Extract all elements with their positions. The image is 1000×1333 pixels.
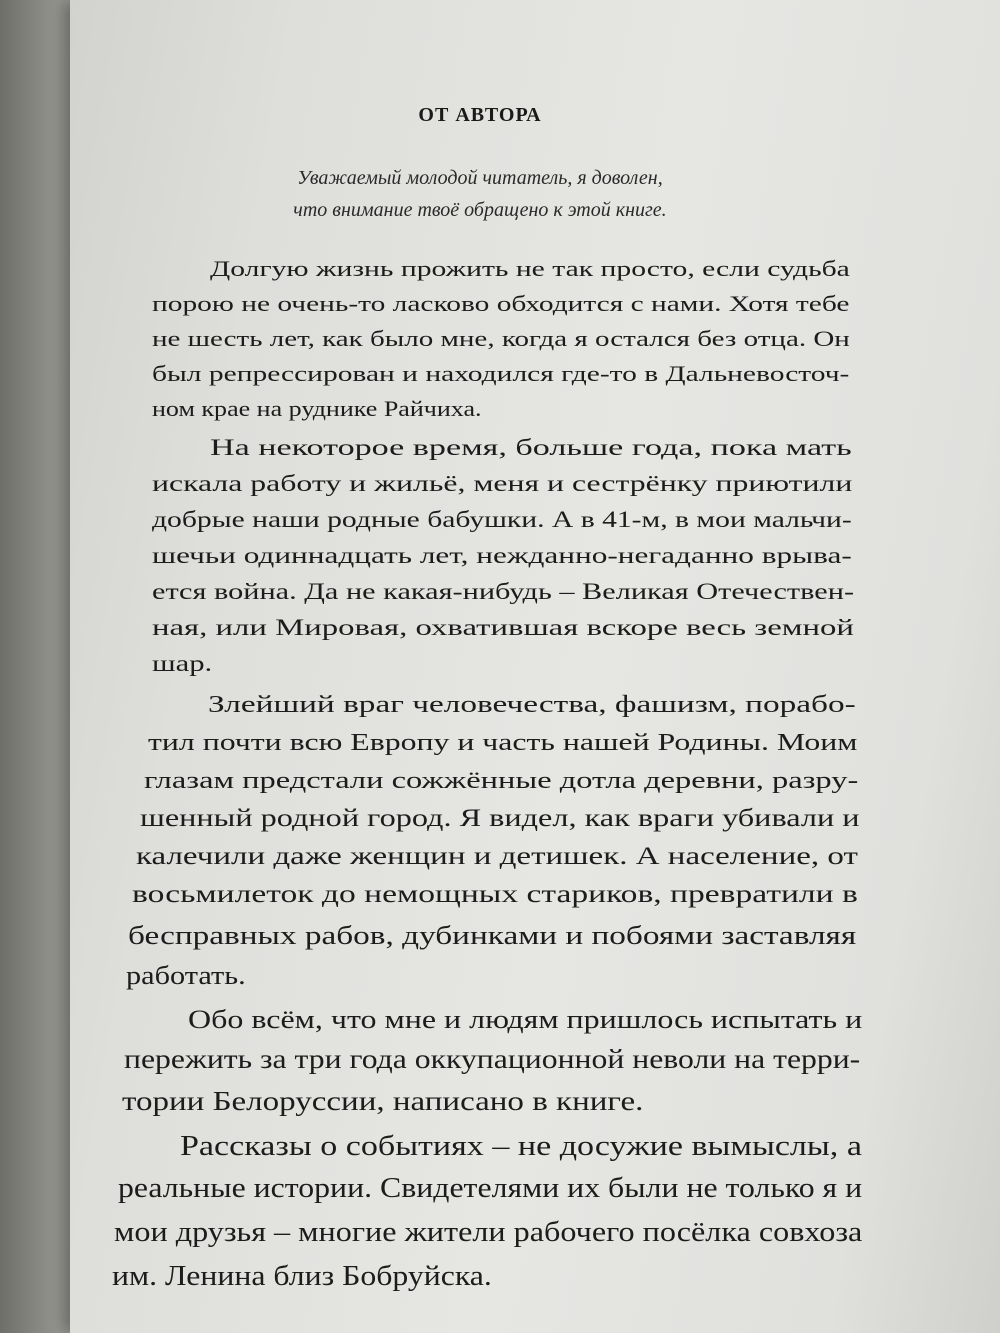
chapter-heading: ОТ АВТОРА bbox=[418, 104, 542, 126]
body-line: Обо всём, что мне и людям пришлось испытать и bbox=[188, 1004, 863, 1034]
body-line: ется война. Да не какая-нибудь – Великая Отечествен- bbox=[152, 578, 855, 604]
body-line: бесправных рабов, дубинками и побоями заставляя bbox=[128, 920, 857, 950]
body-line: Рассказы о событиях – не досужие вымыслы, а bbox=[180, 1131, 862, 1162]
body-line: мои друзья – многие жители рабочего посёлка совхоза bbox=[114, 1217, 863, 1248]
body-line: восьмилеток до немощных стариков, превратили в bbox=[132, 881, 858, 909]
body-line: шенный родной город. Я видел, как враги убивали и bbox=[140, 805, 860, 833]
body-line: был репрессирован и находился где-то в Дальневосточ- bbox=[152, 360, 850, 386]
body-line: искала работу и жильё, меня и сестрёнку приютили bbox=[152, 470, 853, 496]
body-line: ном крае на руднике Райчиха. bbox=[152, 395, 482, 421]
body-line: порою не очень-то ласково обходится с нами. Хотя тебе bbox=[152, 290, 850, 316]
body-line: пережить за три года оккупационной неволи на терри- bbox=[124, 1043, 861, 1074]
epigraph bbox=[200, 162, 760, 226]
body-line: им. Ленина близ Бобруйска. bbox=[112, 1261, 492, 1292]
body-line: тил почти всю Европу и часть нашей Родины. Моим bbox=[148, 730, 858, 756]
body-line: глазам предстали сожжённые дотла деревни, разру- bbox=[144, 768, 859, 794]
epigraph-line: Уважаемый молодой читатель, я доволен, bbox=[297, 167, 663, 189]
body-line: ная, или Мировая, охватившая вскоре весь земной bbox=[152, 614, 854, 640]
body-line: работать. bbox=[126, 960, 246, 990]
body-line: калечили даже женщин и детишек. А население, от bbox=[136, 843, 858, 871]
body-line: На некоторое время, больше года, пока мать bbox=[210, 434, 852, 460]
body-line: тории Белоруссии, написано в книге. bbox=[122, 1085, 644, 1116]
book-page bbox=[70, 0, 1000, 1333]
body-line: реальные истории. Свидетелями их были не только я и bbox=[118, 1173, 863, 1204]
body-line: не шесть лет, как было мне, когда я остался без отца. Он bbox=[152, 325, 850, 351]
body-line: Злейший враг человечества, фашизм, порабо- bbox=[208, 692, 856, 718]
body-line: шар. bbox=[152, 650, 213, 676]
body-line: шечьи одиннадцать лет, нежданно-негаданно врыва- bbox=[152, 542, 852, 568]
body-line: Долгую жизнь прожить не так просто, если судьба bbox=[210, 255, 850, 281]
epigraph-line: что внимание твоё обращено к этой книге. bbox=[293, 199, 667, 221]
body-line: добрые наши родные бабушки. А в 41-м, в мои мальчи- bbox=[152, 506, 852, 532]
